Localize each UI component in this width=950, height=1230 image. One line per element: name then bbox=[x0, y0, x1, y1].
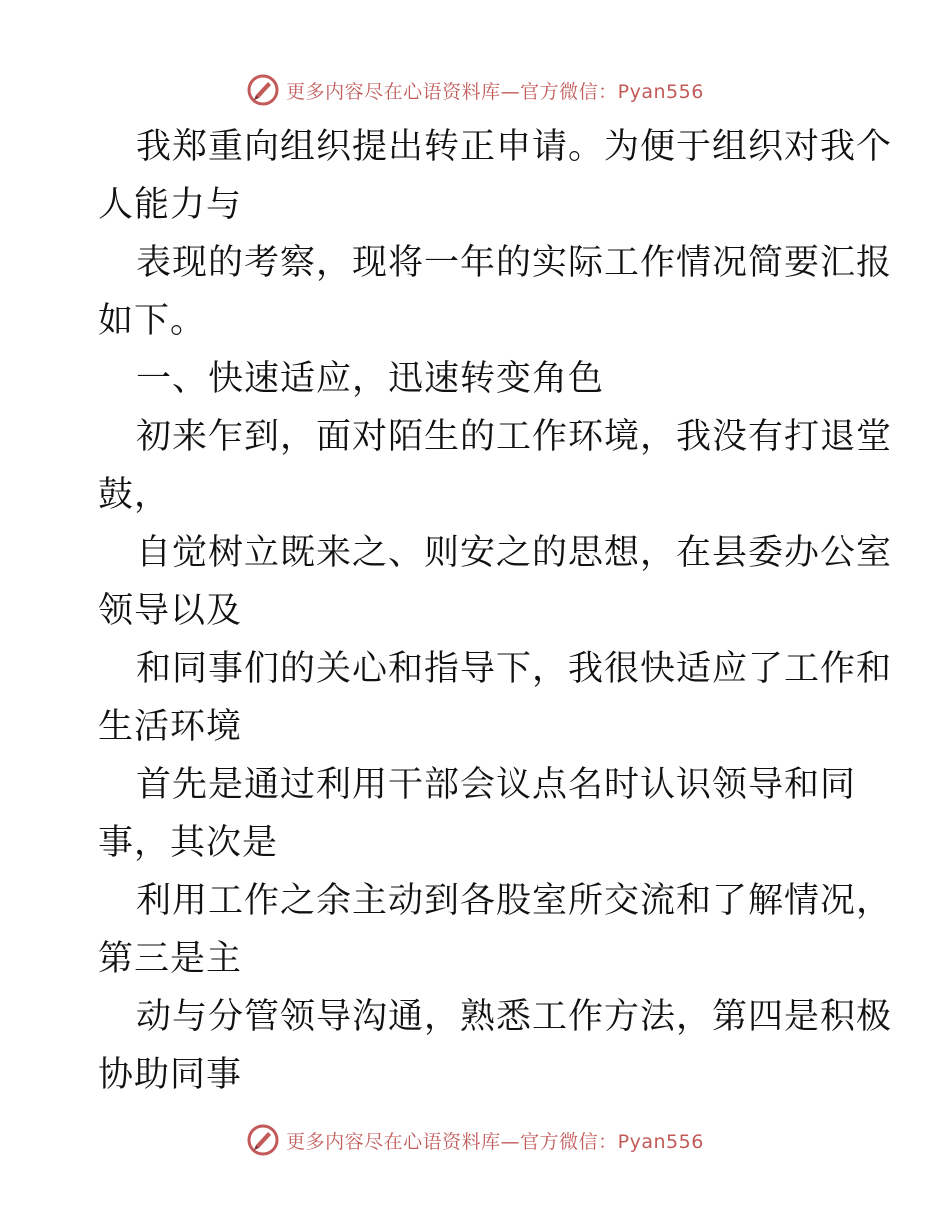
paragraph-line: 协助同事 bbox=[98, 1055, 243, 1095]
paragraph-line: 领导以及 bbox=[98, 591, 243, 631]
paragraph-line: 我郑重向组织提出转正申请。为便于组织对我个 bbox=[136, 127, 893, 167]
paragraph-line: 首先是通过利用干部会议点名时认识领导和同 bbox=[136, 765, 857, 805]
paragraph-line: 生活环境 bbox=[98, 707, 243, 747]
watermark-footer bbox=[0, 1120, 950, 1160]
pen-circle-icon bbox=[246, 73, 280, 107]
watermark-header bbox=[0, 70, 950, 110]
paragraph-line: 自觉树立既来之、则安之的思想，在县委办公室 bbox=[136, 533, 893, 573]
paragraph-line: 第三是主 bbox=[98, 939, 243, 979]
pen-circle-icon bbox=[246, 1123, 280, 1157]
paragraph-line: 初来乍到，面对陌生的工作环境，我没有打退堂 bbox=[136, 417, 893, 457]
paragraph-line: 人能力与 bbox=[98, 185, 243, 225]
paragraph-line: 动与分管领导沟通，熟悉工作方法，第四是积极 bbox=[136, 997, 893, 1037]
paragraph-line: 事，其次是 bbox=[98, 823, 279, 863]
section-heading: 一、快速适应，迅速转变角色 bbox=[136, 359, 605, 399]
paragraph-line: 利用工作之余主动到各股室所交流和了解情况， bbox=[136, 881, 893, 921]
paragraph-line: 鼓， bbox=[98, 475, 171, 515]
paragraph-line: 和同事们的关心和指导下，我很快适应了工作和 bbox=[136, 649, 893, 689]
paragraph-line: 表现的考察，现将一年的实际工作情况简要汇报 bbox=[136, 243, 893, 283]
paragraph-line: 如下。 bbox=[98, 301, 207, 341]
watermark-text: 更多内容尽在心语资料库—官方微信：Pyan556 bbox=[286, 1130, 704, 1153]
watermark-text: 更多内容尽在心语资料库—官方微信：Pyan556 bbox=[286, 80, 704, 103]
document-body bbox=[98, 118, 893, 1104]
